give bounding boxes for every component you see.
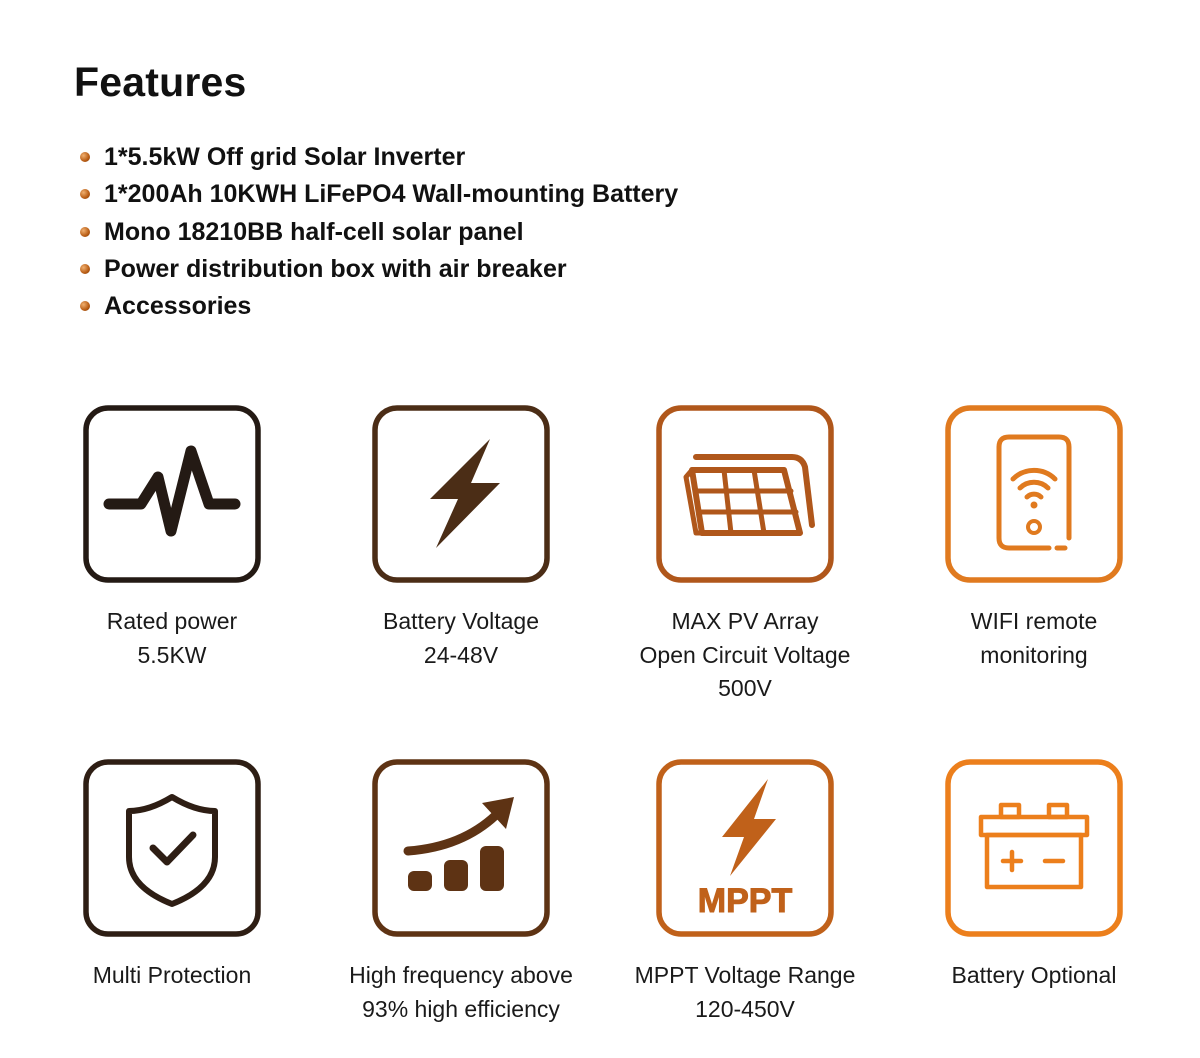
- bullet-dot-icon: [80, 227, 90, 237]
- feature-label: MPPT Voltage Range 120-450V: [634, 962, 856, 1022]
- feature-battery-voltage: [331, 405, 591, 672]
- svg-text:MPPT: MPPT: [697, 882, 793, 920]
- feature-battery-optional: [904, 759, 1164, 993]
- list-item: [78, 177, 678, 214]
- list-item-text: Power distribution box with air breaker: [104, 254, 567, 283]
- bullet-dot-icon: [80, 264, 90, 274]
- feature-high-frequency: [331, 759, 591, 1026]
- lightning-icon: [372, 405, 550, 583]
- list-item: [78, 140, 678, 177]
- list-item-text: Accessories: [104, 292, 252, 321]
- pulse-icon: [83, 405, 261, 583]
- feature-mppt-range: [615, 759, 875, 1026]
- battery-icon: [945, 759, 1123, 937]
- feature-label: MAX PV Array Open Circuit Voltage 500V: [639, 608, 851, 701]
- feature-pv-array: [615, 405, 875, 706]
- list-item-text: 1*5.5kW Off grid Solar Inverter: [104, 143, 466, 171]
- feature-label: High frequency above 93% high efficiency: [349, 962, 573, 1022]
- bullet-dot-icon: [80, 152, 90, 162]
- list-item: [78, 215, 678, 252]
- list-item: [78, 289, 678, 326]
- phone-wifi-icon: [945, 405, 1123, 583]
- feature-rated-power: [42, 405, 302, 672]
- list-item: [78, 252, 678, 289]
- feature-wifi-monitoring: [904, 405, 1164, 672]
- feature-label: Rated power 5.5KW: [106, 608, 238, 668]
- bullet-dot-icon: [80, 301, 90, 311]
- growth-chart-icon: [372, 759, 550, 937]
- feature-list: [78, 140, 678, 326]
- shield-check-icon: [83, 759, 261, 937]
- list-item-text: 1*200Ah 10KWH LiFePO4 Wall-mounting Battery: [104, 180, 679, 209]
- mppt-icon: [656, 759, 834, 937]
- feature-multi-protection: [42, 759, 302, 993]
- feature-label: Multi Protection: [92, 962, 252, 988]
- solar-panel-icon: [656, 405, 834, 583]
- bullet-dot-icon: [80, 189, 90, 199]
- feature-label: Battery Optional: [951, 962, 1117, 988]
- page-title: Features: [74, 59, 247, 105]
- feature-label: WIFI remote monitoring: [970, 608, 1098, 668]
- feature-label: Battery Voltage 24-48V: [383, 608, 539, 668]
- list-item-text: Mono 18210BB half-cell solar panel: [104, 217, 524, 246]
